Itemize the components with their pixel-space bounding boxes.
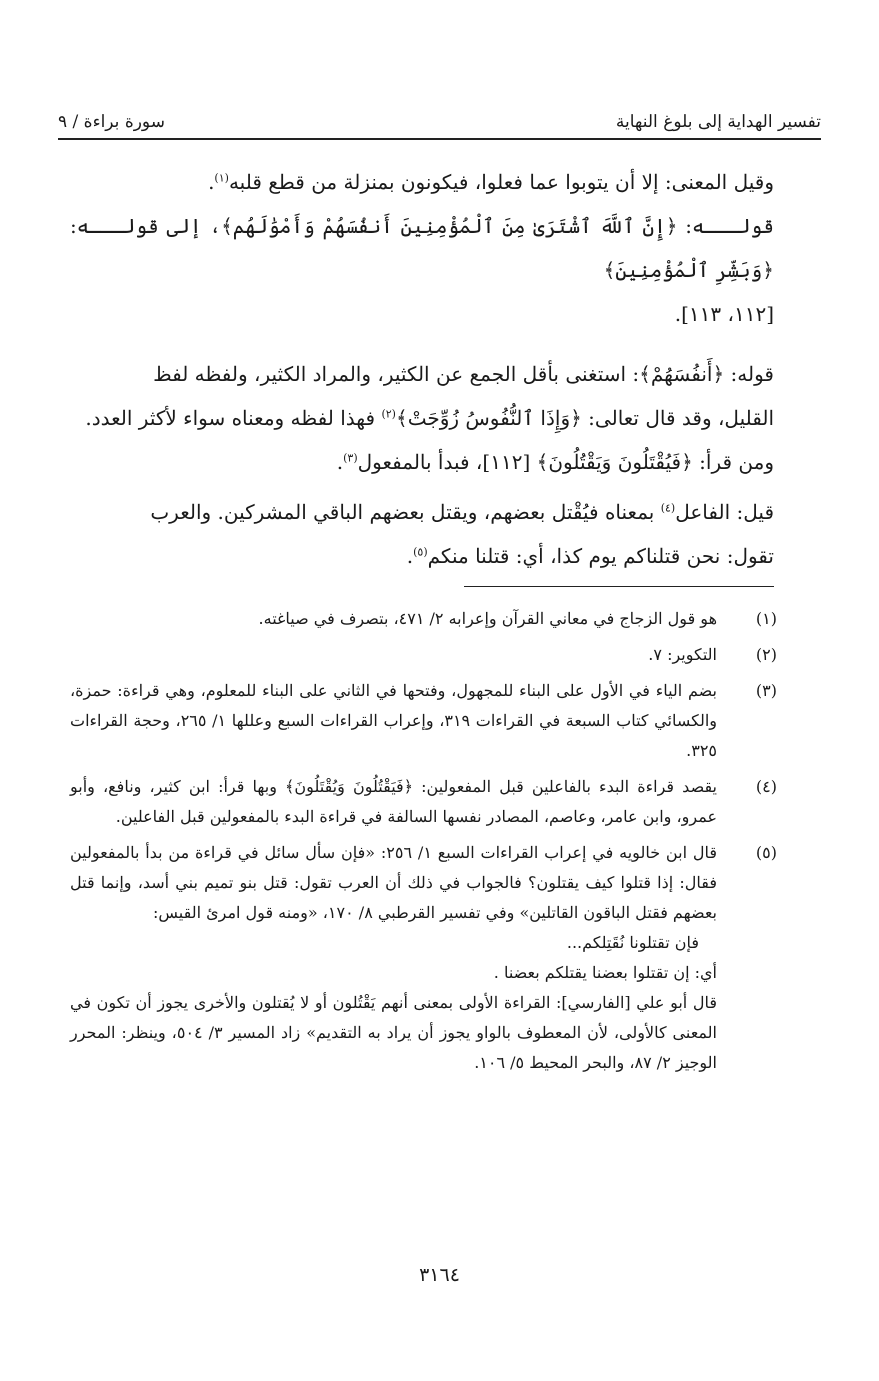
- footnote-separator: [464, 586, 774, 587]
- paragraph-5-line-1: بمعناه فيُقْتل بعضهم، ويقتل بعضهم الباقي المشركين. والعرب: [150, 500, 661, 524]
- footnote-text: بضم الياء في الأول على البناء للمجهول، وفتحها في الثاني على البناء للمعلوم، وهي قراءة: حمزة، والكسائي كتاب السبعة في القراءات ٣١٩، وإعراب القراءات السبع وعللها ١/ ٢٦٥، وحجة القراءات ٣٢٥.: [70, 681, 718, 760]
- paragraph-5-end: .: [406, 544, 414, 568]
- surah-label: سورة براءة / ٩: [58, 112, 165, 132]
- footnote-text: يقصد قراءة البدء بالفاعلين قبل المفعولين: ﴿فَيَقْتُلُونَ وَيُقْتَلُونَ﴾ وبها قرأ: ابن كثير، ونافع، وأبو عمرو، وابن عامر، وعاصم، المصادر نفسها السالفة في قراءة البدء بالمفعولين قبل الفاعلين.: [70, 777, 717, 826]
- paragraph-3-line-2-end: فهذا لفظه ومعناه سواء لأكثر العدد.: [85, 406, 382, 430]
- footnote-number: (٤): [755, 777, 777, 796]
- paragraph-5-start: قيل: الفاعل: [675, 500, 774, 524]
- footnote-ref-4: (٤): [660, 501, 676, 515]
- footnote-text: هو قول الزجاج في معاني القرآن وإعرابه ٢/ ٤٧١، بتصرف في صياغته.: [258, 609, 717, 628]
- main-text: [70, 160, 774, 578]
- verse-citation: قولـــه: ﴿إِنَّ ٱللَّهَ ٱشْتَرَىٰ مِنَ ٱلْمُؤْمِنِينَ أَنفُسَهُمْ وَأَمْوَٰلَهُم﴾، إلى قولـــه: ﴿وَبَشِّرِ ٱلْمُؤْمِنِينَ﴾: [70, 214, 774, 282]
- footnote-number: (١): [755, 609, 777, 628]
- footnote-4: [70, 772, 777, 832]
- paragraph-4: [70, 440, 774, 484]
- footnote-text: التكوير: ٧.: [648, 645, 717, 664]
- footnote-number: (٥): [755, 843, 777, 862]
- footnote-ref-5: (٥): [413, 545, 428, 559]
- footnote-text: قال ابن خالويه في إعراب القراءات السبع ١/ ٢٥٦: «فإن سأل سائل في قراءة من بدأ بالمفعولين فقال: إذا قتلوا كيف يقتلون؟ فالجواب في ذلك أن العرب تقول: قتل بنو تميم بني أسد، وإنما قتل بعضهم فقتل الباقون القاتلين» وفي تفسير القرطبي ٨/ ١٧٠، «ومنه قول امرئ القيس:: [70, 843, 718, 922]
- running-header: [58, 100, 821, 140]
- verse-numbers: [١١٢، ١١٣].: [674, 302, 774, 326]
- paragraph-1-text: وقيل المعنى: إلا أن يتوبوا عما فعلوا، فيكونون بمنزلة من قطع قلبه: [228, 170, 774, 194]
- footnote-5-line-3: قال أبو علي [الفارسي]: القراءة الأولى بمعنى أنهم يَقْتُلون أو لا يُقتلون والأخرى يجوز أن تكون في المعنى كالأولى، لأن المعطوف بالواو يجوز أن يراد به التقديم» زاد المسير ٣/ ٥٠٤، وينظر: المحرر الوجيز ٢/ ٨٧، والبحر المحيط ٥/ ١٠٦.: [70, 993, 718, 1072]
- footnote-1: [70, 604, 777, 634]
- footnote-ref-2: (٢): [381, 407, 396, 421]
- footnote-2: [70, 640, 777, 670]
- footnote-number: (٢): [755, 645, 777, 664]
- paragraph-3-line-1: قوله: ﴿أَنفُسَهُمْ﴾: استغنى بأقل الجمع عن الكثير، والمراد الكثير، ولفظه لفظ: [153, 362, 774, 386]
- footnote-number: (٣): [755, 681, 777, 700]
- paragraph-3-line-2: القليل، وقد قال تعالى: ﴿وَإِذَا ٱلنُّفُوسُ زُوِّجَتْ﴾: [395, 406, 774, 430]
- book-title: تفسير الهداية إلى بلوغ النهاية: [615, 112, 821, 132]
- paragraph-4-text: ومن قرأ: ﴿فَيُقْتَلُونَ وَيَقْتُلُونَ﴾ [١١٢]، فبدأ بالمفعول: [357, 450, 774, 474]
- page-number: ٣١٦٤: [419, 1264, 460, 1286]
- footnote-5-line-2: أي: إن تقتلوا بعضنا يقتلكم بعضنا .: [493, 963, 717, 982]
- paragraph-4-end: .: [336, 450, 344, 474]
- footnote-ref-3: (٣): [343, 451, 358, 465]
- paragraph-1: [70, 160, 774, 204]
- paragraph-1-end: .: [208, 170, 215, 194]
- footnote-ref-1: (١): [214, 171, 229, 185]
- paragraph-5-line-2: تقول: نحن قتلناكم يوم كذا، أي: قتلنا منكم: [427, 544, 774, 568]
- paragraph-3: [70, 352, 774, 440]
- paragraph-5: [70, 490, 774, 578]
- paragraph-2: [70, 204, 774, 336]
- footnotes: [70, 604, 777, 1084]
- poetry-verse: فإن تقتلونا نُقَتِلكم...: [566, 933, 699, 952]
- footnote-3: [70, 676, 777, 766]
- footnote-5: [70, 838, 777, 1078]
